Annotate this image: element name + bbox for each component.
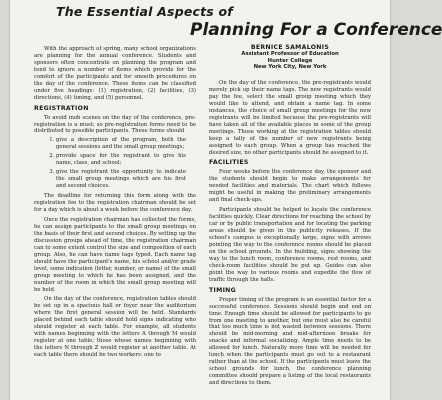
body-paragraph: Once the registration chairman has collected the forms, he can assign participants to the small group meetings on the basis of their first and second choices. By setting up the discussion groups ahead of time, the registration chairman can to some extent control the size and composition of each group. Also, he can have name tags typed. Each name tag should have the participant's name, his school and/or grade level, some indication (letter, number, or name) of the small group meeting to which he has been assigned, and the number of the room in which the small group meeting will be held. [34,216,196,293]
author-institution: Hunter College [267,57,313,64]
section-heading-registration: REGISTRATION [34,104,89,112]
list-item: 3. give the registrant the opportunity to indicate the small group meetings which are his first and second choices. [56,169,196,190]
intro-paragraph: With the approach of spring, many school organizations are planning for the annual conference. Students and sponsors often concentrate on planning the program and tend to ignore a number of items which provide for the comfort of the participants and for smooth procedures on the day of the conference. These items can be classified under five headings: (1) registration, (2) facilities, (3) directions, (4) timing, and (5) personnel. [34,46,196,101]
document-page [10,0,442,400]
article-title-line-1: The Essential Aspects of [56,4,233,19]
body-paragraph: To avoid mob scenes on the day of the conference, pre-registration is a must; so pre-registration forms need to be distributed to possible participants. These forms should [34,114,196,135]
section-heading-timing: TIMING [209,286,237,294]
article-title-line-2: Planning For a Conference [190,20,442,40]
author-city: New York City, New York [253,64,327,70]
body-paragraph: The deadline for returning this form along with the registration fee to the registration chairman should be set for a day which is about a week before the conference day. [34,193,196,214]
body-paragraph: Four weeks before the conference day, the sponsor and the students should begin to make arrangements for needed facilities and materials. The chart which follows might be useful in making the preliminary arrangements and final check-ups. [209,169,371,204]
body-paragraph: On the day of the conference, the pre-registrants would merely pick up their name tags. The new registrants would pay the fee, select the small group meeting which they would like to attend, and obtain a name tag. In some instances, the choice of small group meetings for the new registrants will be limited because the pre-registrants will have taken all of the available places in some of the group meetings. Those working at the registration tables should keep a tally of the number of new registrants being assigned to each group. When a group has reached the desired size, no other participants should be assigned to it. [209,80,371,156]
list-item: 1. give a description of the program, both the general sessions and the small group meetings; [56,137,196,151]
author-position: Assistant Professor of Education [241,51,339,57]
body-paragraph: Proper timing of the program is an essential factor for a successful conference. Sessions should begin and end on time. Enough time should be allowed for participants to go from one meeting to another, but one must also be careful that too much time is not wasted between sessions. There should be mid-morning and mid-afternoon breaks for snacks and informal socializing. Ample time needs to be allowed for lunch. Naturally more time will be needed for lunch when the participants must go out to a restaurant rather than at the school. If the participants must leave the school grounds for lunch, the conference planning committee should prepare a listing of the local restaurants and directions to them. [209,296,371,387]
right-column [209,80,371,400]
author-block [209,44,371,71]
author-name: BERNICE SAMALONIS [250,44,330,51]
body-paragraph: Participants should be helped to locate the conference facilities quickly. Clear directions for reaching the school by car or by public transportation and for locating the parking areas should be given in the publicity releases. If the school's campus is exceptionally large, signs with arrows pointing the way to the conference rooms should be placed on the school grounds. In the building, signs showing the way to the lunch room, conference rooms, rest rooms, and check-room facilities should be put up. Guides can also point the way to various rooms and expedite the flow of traffic through the halls. [209,207,371,283]
registration-form-list [34,137,196,190]
body-paragraph: On the day of the conference, registration tables should be set up in a spacious hall or foyer near the auditorium where the first general session will be held. Standards placed behind each table should hold signs indicating who should register at each table. For example, all students with names beginning with the letters A through M would register at one table; those whose names beginning with the letters N through Z would register at another table. At each table there should be two workers: one to [34,296,196,359]
section-heading-facilities: FACILITIES [209,159,249,167]
list-item: 2. provide space for the registrant to give his name, class, and school; [56,153,196,167]
left-column [34,46,196,400]
